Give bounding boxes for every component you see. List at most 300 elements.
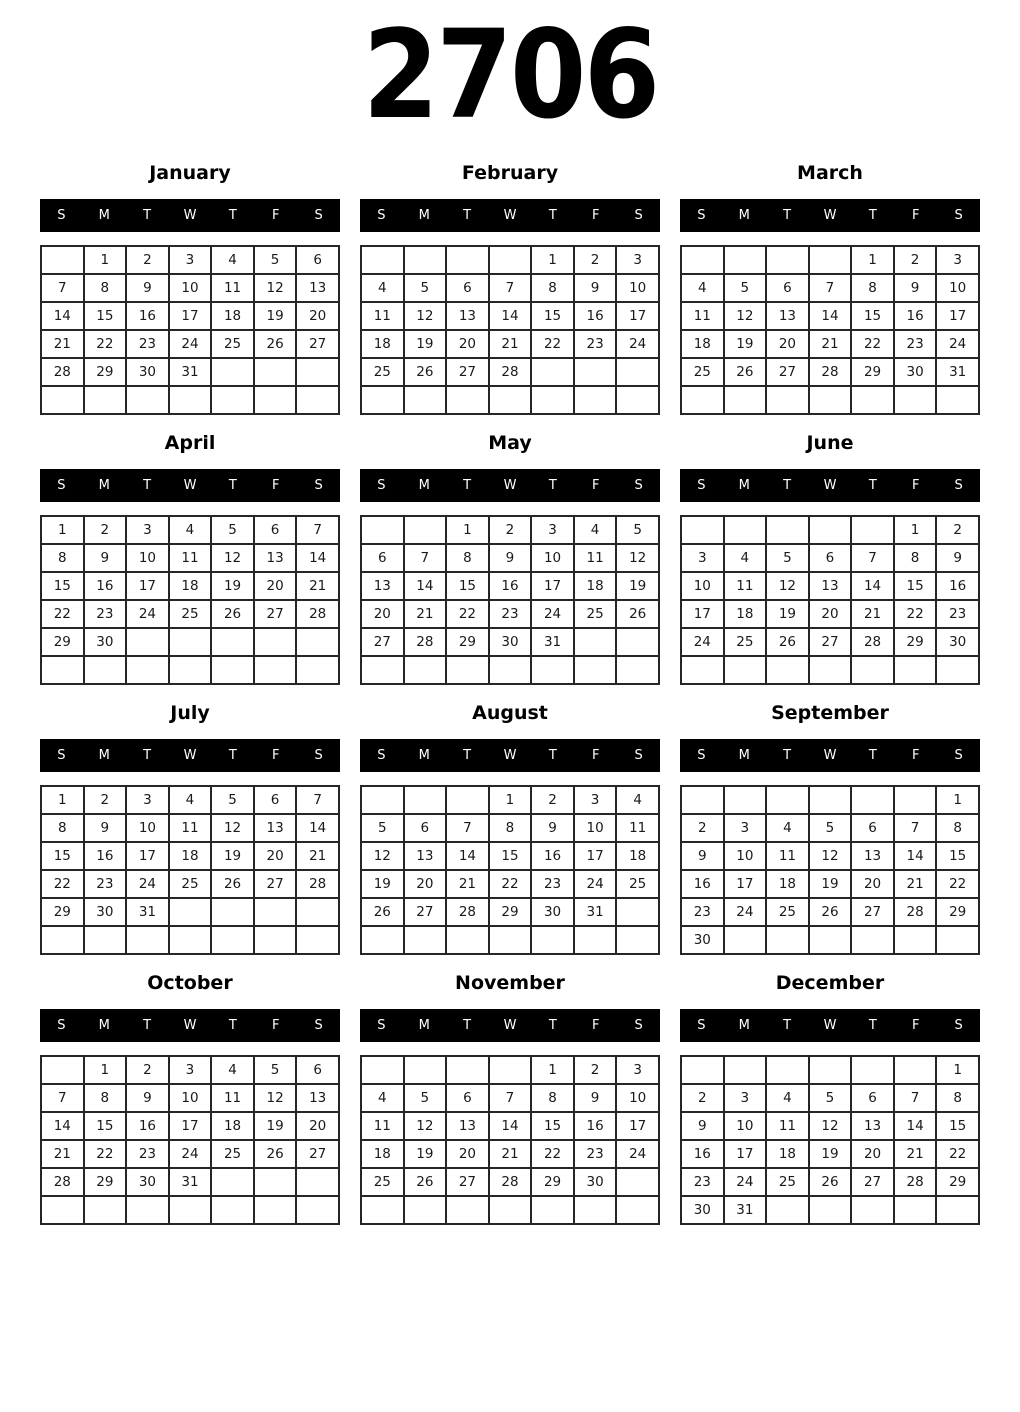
day-cell: 28	[296, 870, 339, 898]
day-cell: 14	[446, 842, 489, 870]
day-cell: 7	[851, 544, 894, 572]
day-cell: 5	[361, 814, 404, 842]
day-cell: 17	[126, 842, 169, 870]
month-grid	[40, 1055, 340, 1225]
day-cell: 13	[254, 814, 297, 842]
weekday-label: S	[314, 478, 323, 493]
day-cell: 8	[894, 544, 937, 572]
empty-day-cell	[894, 656, 937, 684]
day-cell: 29	[446, 628, 489, 656]
day-cell: 15	[531, 1112, 574, 1140]
week-row	[681, 1168, 979, 1196]
day-cell: 27	[446, 1168, 489, 1196]
day-cell: 5	[211, 516, 254, 544]
weekday-label: M	[418, 1018, 430, 1033]
day-cell: 11	[361, 302, 404, 330]
day-cell: 23	[574, 330, 617, 358]
week-row	[361, 814, 659, 842]
day-cell: 6	[446, 1084, 489, 1112]
month-title: December	[775, 972, 885, 994]
day-cell: 28	[41, 358, 84, 386]
day-cell: 9	[894, 274, 937, 302]
day-cell: 1	[41, 516, 84, 544]
day-cell: 7	[446, 814, 489, 842]
empty-day-cell	[296, 358, 339, 386]
day-cell: 21	[851, 600, 894, 628]
week-row	[681, 600, 979, 628]
day-cell: 16	[126, 1112, 169, 1140]
month-grid	[680, 785, 980, 955]
weekday-label: F	[911, 478, 920, 493]
day-cell: 19	[724, 330, 767, 358]
weekday-header-bar	[360, 469, 660, 502]
day-cell: 29	[531, 1168, 574, 1196]
day-cell: 6	[766, 274, 809, 302]
day-cell: 15	[936, 842, 979, 870]
day-cell: 8	[446, 544, 489, 572]
day-cell: 5	[616, 516, 659, 544]
weekday-label: M	[98, 208, 110, 223]
empty-day-cell	[809, 656, 852, 684]
week-row	[361, 1168, 659, 1196]
day-cell: 2	[126, 246, 169, 274]
month-title: March	[797, 162, 863, 184]
empty-day-cell	[489, 656, 532, 684]
weekday-label: M	[98, 478, 110, 493]
day-cell: 22	[489, 870, 532, 898]
empty-day-cell	[361, 656, 404, 684]
day-cell: 12	[254, 274, 297, 302]
month-title: April	[164, 432, 216, 454]
day-cell: 20	[446, 330, 489, 358]
day-cell: 20	[254, 842, 297, 870]
weekday-label: W	[183, 478, 197, 493]
day-cell: 2	[681, 1084, 724, 1112]
day-cell: 12	[724, 302, 767, 330]
week-row	[41, 842, 339, 870]
day-cell: 15	[489, 842, 532, 870]
empty-day-cell	[404, 386, 447, 414]
weekday-label: W	[183, 1018, 197, 1033]
day-cell: 29	[84, 358, 127, 386]
day-cell: 17	[681, 600, 724, 628]
day-cell: 7	[404, 544, 447, 572]
day-cell: 6	[851, 814, 894, 842]
weekday-label: T	[463, 478, 472, 493]
day-cell: 1	[41, 786, 84, 814]
weekday-label: T	[868, 208, 877, 223]
day-cell: 23	[681, 898, 724, 926]
day-cell: 1	[936, 1056, 979, 1084]
day-cell: 14	[404, 572, 447, 600]
day-cell: 11	[211, 1084, 254, 1112]
empty-day-cell	[446, 1056, 489, 1084]
day-cell: 23	[126, 1140, 169, 1168]
day-cell: 3	[531, 516, 574, 544]
day-cell: 12	[211, 544, 254, 572]
day-cell: 5	[809, 1084, 852, 1112]
weekday-label: F	[591, 208, 600, 223]
day-cell: 10	[616, 274, 659, 302]
day-cell: 12	[809, 842, 852, 870]
empty-day-cell	[724, 246, 767, 274]
empty-day-cell	[936, 926, 979, 954]
week-row	[41, 572, 339, 600]
empty-day-cell	[616, 656, 659, 684]
empty-day-cell	[169, 386, 212, 414]
day-cell: 6	[851, 1084, 894, 1112]
day-cell: 26	[211, 600, 254, 628]
week-row	[681, 516, 979, 544]
weekday-label: W	[503, 208, 517, 223]
week-row	[681, 1196, 979, 1224]
day-cell: 29	[489, 898, 532, 926]
week-row	[41, 898, 339, 926]
weekday-label: T	[463, 748, 472, 763]
weekday-label: T	[868, 478, 877, 493]
day-cell: 17	[169, 302, 212, 330]
day-cell: 25	[724, 628, 767, 656]
day-cell: 26	[809, 1168, 852, 1196]
day-cell: 20	[361, 600, 404, 628]
day-cell: 9	[574, 1084, 617, 1112]
day-cell: 30	[84, 898, 127, 926]
empty-day-cell	[41, 246, 84, 274]
day-cell: 12	[211, 814, 254, 842]
week-row	[41, 1112, 339, 1140]
empty-day-cell	[296, 1196, 339, 1224]
empty-day-cell	[296, 386, 339, 414]
empty-day-cell	[446, 926, 489, 954]
week-row	[681, 246, 979, 274]
weekday-header-bar	[680, 739, 980, 772]
day-cell: 16	[574, 302, 617, 330]
weekday-label: S	[634, 208, 643, 223]
day-cell: 25	[361, 358, 404, 386]
empty-day-cell	[404, 1056, 447, 1084]
empty-day-cell	[254, 1168, 297, 1196]
day-cell: 19	[404, 330, 447, 358]
weekday-header-bar	[680, 469, 980, 502]
day-cell: 6	[446, 274, 489, 302]
day-cell: 21	[296, 572, 339, 600]
day-cell: 20	[296, 302, 339, 330]
day-cell: 21	[489, 1140, 532, 1168]
empty-day-cell	[616, 1196, 659, 1224]
empty-day-cell	[616, 926, 659, 954]
day-cell: 1	[489, 786, 532, 814]
day-cell: 22	[936, 1140, 979, 1168]
day-cell: 1	[84, 1056, 127, 1084]
weekday-label: W	[183, 748, 197, 763]
empty-day-cell	[766, 386, 809, 414]
day-cell: 28	[894, 1168, 937, 1196]
day-cell: 30	[681, 926, 724, 954]
day-cell: 25	[616, 870, 659, 898]
empty-day-cell	[446, 786, 489, 814]
empty-day-cell	[531, 1196, 574, 1224]
day-cell: 25	[361, 1168, 404, 1196]
day-cell: 25	[766, 1168, 809, 1196]
day-cell: 7	[489, 1084, 532, 1112]
day-cell: 2	[489, 516, 532, 544]
day-cell: 2	[126, 1056, 169, 1084]
month-title: October	[147, 972, 233, 994]
day-cell: 20	[766, 330, 809, 358]
day-cell: 28	[404, 628, 447, 656]
day-cell: 6	[296, 246, 339, 274]
day-cell: 10	[531, 544, 574, 572]
weekday-label: T	[783, 1018, 792, 1033]
month-grid	[360, 245, 660, 415]
day-cell: 2	[84, 516, 127, 544]
day-cell: 26	[361, 898, 404, 926]
day-cell: 29	[936, 898, 979, 926]
day-cell: 16	[936, 572, 979, 600]
week-row	[681, 302, 979, 330]
day-cell: 13	[851, 842, 894, 870]
day-cell: 20	[296, 1112, 339, 1140]
empty-day-cell	[211, 386, 254, 414]
month-grid	[680, 1055, 980, 1225]
empty-day-cell	[254, 628, 297, 656]
day-cell: 24	[126, 600, 169, 628]
empty-day-cell	[766, 786, 809, 814]
weekday-label: M	[738, 208, 750, 223]
week-row	[361, 842, 659, 870]
week-row	[681, 1056, 979, 1084]
week-row	[361, 246, 659, 274]
day-cell: 26	[404, 358, 447, 386]
day-cell: 24	[724, 1168, 767, 1196]
month-block-july	[40, 702, 340, 955]
day-cell: 13	[766, 302, 809, 330]
empty-day-cell	[211, 358, 254, 386]
weekday-label: T	[868, 1018, 877, 1033]
day-cell: 31	[724, 1196, 767, 1224]
day-cell: 31	[936, 358, 979, 386]
weekday-label: S	[57, 748, 66, 763]
weekday-label: S	[634, 1018, 643, 1033]
weekday-label: M	[418, 208, 430, 223]
empty-day-cell	[41, 386, 84, 414]
weekday-label: T	[463, 1018, 472, 1033]
day-cell: 30	[936, 628, 979, 656]
weekday-label: S	[377, 208, 386, 223]
weekday-header-bar	[40, 199, 340, 232]
day-cell: 9	[84, 814, 127, 842]
empty-day-cell	[84, 926, 127, 954]
empty-day-cell	[851, 1196, 894, 1224]
week-row	[41, 386, 339, 414]
day-cell: 27	[851, 1168, 894, 1196]
day-cell: 22	[84, 330, 127, 358]
empty-day-cell	[361, 786, 404, 814]
month-title: November	[455, 972, 565, 994]
empty-day-cell	[361, 926, 404, 954]
day-cell: 5	[809, 814, 852, 842]
week-row	[681, 572, 979, 600]
empty-day-cell	[296, 628, 339, 656]
empty-day-cell	[126, 386, 169, 414]
day-cell: 30	[531, 898, 574, 926]
month-title: January	[149, 162, 231, 184]
day-cell: 10	[126, 544, 169, 572]
weekday-label: T	[783, 478, 792, 493]
month-grid	[40, 785, 340, 955]
week-row	[361, 1140, 659, 1168]
day-cell: 18	[574, 572, 617, 600]
week-row	[41, 1196, 339, 1224]
day-cell: 8	[41, 814, 84, 842]
day-cell: 25	[574, 600, 617, 628]
day-cell: 8	[851, 274, 894, 302]
day-cell: 12	[404, 302, 447, 330]
empty-day-cell	[126, 628, 169, 656]
empty-day-cell	[296, 926, 339, 954]
weekday-label: S	[697, 748, 706, 763]
empty-day-cell	[254, 898, 297, 926]
weekday-label: W	[823, 1018, 837, 1033]
empty-day-cell	[809, 926, 852, 954]
day-cell: 3	[126, 516, 169, 544]
week-row	[681, 1140, 979, 1168]
week-row	[361, 358, 659, 386]
day-cell: 18	[211, 1112, 254, 1140]
month-grid	[360, 785, 660, 955]
week-row	[41, 786, 339, 814]
empty-day-cell	[361, 246, 404, 274]
week-row	[361, 572, 659, 600]
weekday-label: M	[418, 748, 430, 763]
day-cell: 3	[616, 1056, 659, 1084]
day-cell: 10	[169, 274, 212, 302]
day-cell: 13	[404, 842, 447, 870]
day-cell: 23	[681, 1168, 724, 1196]
weekday-label: T	[548, 1018, 557, 1033]
empty-day-cell	[936, 656, 979, 684]
day-cell: 2	[574, 246, 617, 274]
day-cell: 24	[126, 870, 169, 898]
day-cell: 20	[404, 870, 447, 898]
empty-day-cell	[126, 926, 169, 954]
day-cell: 8	[489, 814, 532, 842]
week-row	[41, 870, 339, 898]
day-cell: 12	[809, 1112, 852, 1140]
day-cell: 5	[724, 274, 767, 302]
empty-day-cell	[211, 1168, 254, 1196]
empty-day-cell	[254, 1196, 297, 1224]
day-cell: 7	[296, 786, 339, 814]
day-cell: 13	[361, 572, 404, 600]
empty-day-cell	[574, 358, 617, 386]
day-cell: 4	[361, 1084, 404, 1112]
empty-day-cell	[84, 1196, 127, 1224]
day-cell: 2	[531, 786, 574, 814]
day-cell: 19	[361, 870, 404, 898]
week-row	[681, 656, 979, 684]
empty-day-cell	[851, 516, 894, 544]
week-row	[681, 1084, 979, 1112]
day-cell: 10	[681, 572, 724, 600]
day-cell: 31	[574, 898, 617, 926]
empty-day-cell	[404, 786, 447, 814]
weekday-label: S	[634, 748, 643, 763]
week-row	[361, 1112, 659, 1140]
day-cell: 11	[361, 1112, 404, 1140]
week-row	[41, 600, 339, 628]
day-cell: 10	[126, 814, 169, 842]
empty-day-cell	[489, 926, 532, 954]
day-cell: 18	[211, 302, 254, 330]
week-row	[41, 628, 339, 656]
empty-day-cell	[211, 926, 254, 954]
week-row	[361, 544, 659, 572]
day-cell: 23	[574, 1140, 617, 1168]
day-cell: 24	[169, 1140, 212, 1168]
day-cell: 27	[254, 870, 297, 898]
empty-day-cell	[126, 656, 169, 684]
weekday-label: W	[183, 208, 197, 223]
day-cell: 5	[211, 786, 254, 814]
weekday-header-bar	[680, 1009, 980, 1042]
empty-day-cell	[766, 656, 809, 684]
empty-day-cell	[616, 358, 659, 386]
day-cell: 13	[296, 274, 339, 302]
week-row	[41, 1056, 339, 1084]
weekday-label: F	[271, 748, 280, 763]
day-cell: 17	[574, 842, 617, 870]
month-grid	[40, 245, 340, 415]
day-cell: 28	[894, 898, 937, 926]
day-cell: 25	[766, 898, 809, 926]
day-cell: 8	[531, 274, 574, 302]
empty-day-cell	[766, 1056, 809, 1084]
day-cell: 30	[126, 1168, 169, 1196]
day-cell: 23	[126, 330, 169, 358]
day-cell: 21	[894, 1140, 937, 1168]
day-cell: 23	[84, 870, 127, 898]
weekday-label: M	[738, 478, 750, 493]
weekday-label: S	[314, 1018, 323, 1033]
weekday-label: T	[783, 208, 792, 223]
day-cell: 28	[41, 1168, 84, 1196]
day-cell: 4	[681, 274, 724, 302]
month-title: June	[806, 432, 854, 454]
day-cell: 9	[681, 842, 724, 870]
week-row	[361, 786, 659, 814]
day-cell: 18	[169, 572, 212, 600]
week-row	[41, 544, 339, 572]
empty-day-cell	[766, 1196, 809, 1224]
empty-day-cell	[851, 386, 894, 414]
weekday-label: S	[954, 748, 963, 763]
weekday-label: T	[228, 1018, 237, 1033]
week-row	[361, 386, 659, 414]
day-cell: 7	[894, 814, 937, 842]
day-cell: 12	[254, 1084, 297, 1112]
months-grid	[0, 162, 1020, 1225]
weekday-label: S	[57, 478, 66, 493]
day-cell: 24	[531, 600, 574, 628]
day-cell: 16	[681, 870, 724, 898]
week-row	[681, 814, 979, 842]
day-cell: 12	[616, 544, 659, 572]
weekday-label: T	[228, 748, 237, 763]
day-cell: 6	[404, 814, 447, 842]
empty-day-cell	[681, 1056, 724, 1084]
weekday-header-bar	[360, 199, 660, 232]
